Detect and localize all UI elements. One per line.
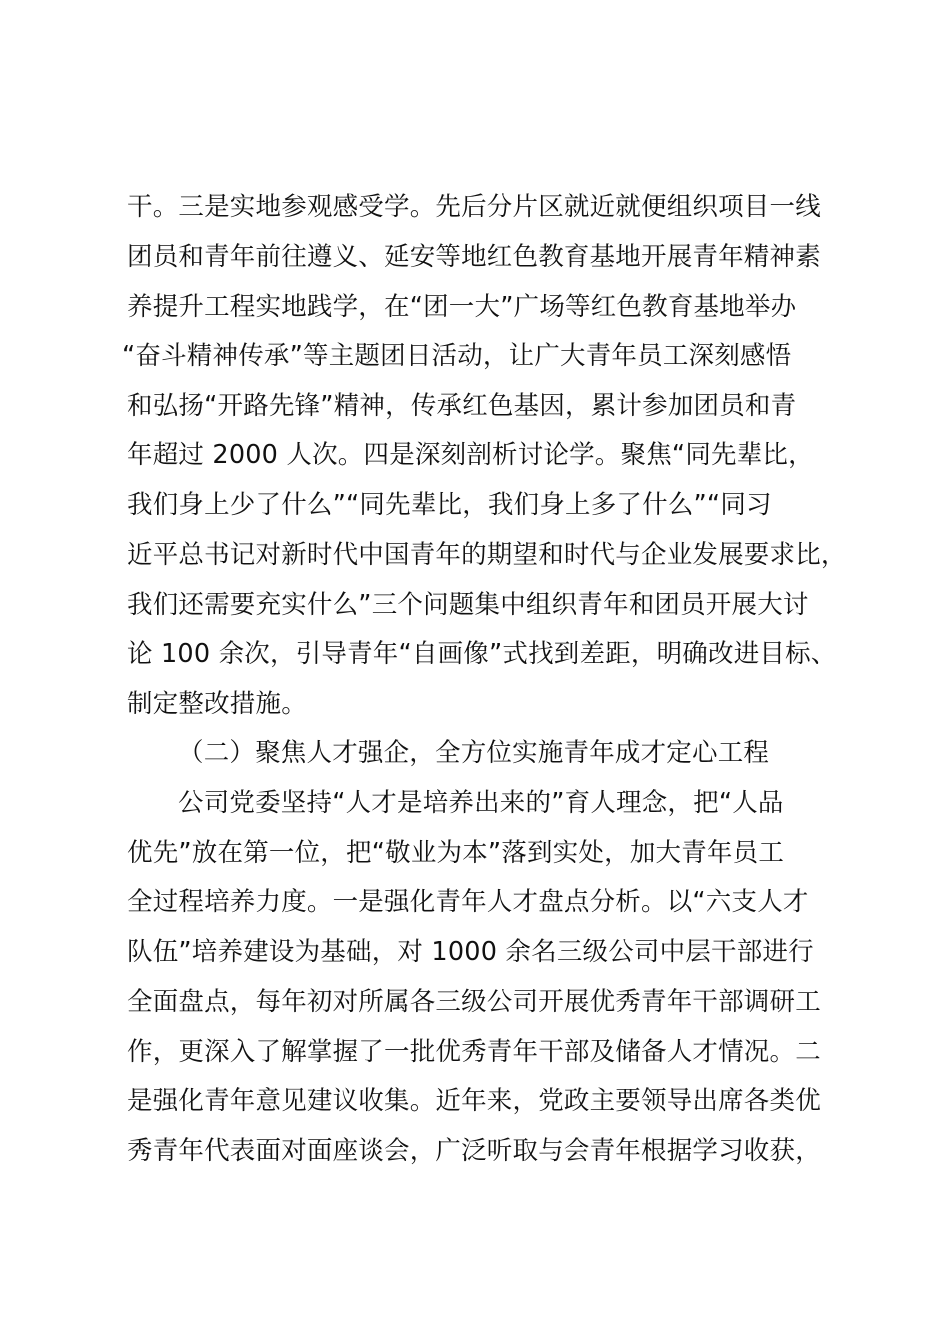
text-line: 和弘扬“开路先锋”精神，传承红色基因，累计参加团员和青 [127, 391, 797, 421]
text-line: 全过程培养力度。一是强化青年人才盘点分析。以“六支人才 [127, 887, 809, 917]
text-line: 论 100 余次，引导青年“自画像”式找到差距，明确改进目标、 [127, 639, 837, 669]
text-line: 队伍”培养建设为基础，对 1000 余名三级公司中层干部进行 [127, 937, 814, 967]
text-line: 是强化青年意见建议收集。近年来，党政主要领导出席各类优 [127, 1086, 821, 1116]
text-line: 近平总书记对新时代中国青年的期望和时代与企业发展要求比， [127, 540, 847, 570]
text-line: 养提升工程实地践学，在“团一大”广场等红色教育基地举办 [127, 292, 797, 322]
text-line: 制定整改措施。 [127, 689, 307, 719]
text-line: 优先”放在第一位，把“敬业为本”落到实处，加大青年员工 [127, 838, 785, 868]
text-line: 年超过 2000 人次。四是深刻剖析讨论学。聚焦“同先辈比， [127, 440, 814, 470]
text-line: 团员和青年前往遵义、延安等地红色教育基地开展青年精神素 [127, 242, 821, 272]
text-line: 干。三是实地参观感受学。先后分片区就近就便组织项目一线 [127, 192, 821, 222]
text-line: 公司党委坚持“人才是培养出来的”育人理念，把“人品 [178, 788, 784, 818]
text-line: 我们身上少了什么”“同先辈比，我们身上多了什么”“同习 [127, 490, 772, 520]
text-line: 全面盘点，每年初对所属各三级公司开展优秀青年干部调研工 [127, 987, 821, 1017]
text-line: 作，更深入了解掌握了一批优秀青年干部及储备人才情况。二 [127, 1037, 821, 1067]
section-heading: （二）聚焦人才强企，全方位实施青年成才定心工程 [178, 738, 770, 768]
text-line: 我们还需要充实什么”三个问题集中组织青年和团员开展大讨 [127, 590, 809, 620]
text-line: 秀青年代表面对面座谈会，广泛听取与会青年根据学习收获， [127, 1136, 821, 1166]
text-line: “奋斗精神传承”等主题团日活动，让广大青年员工深刻感悟 [122, 341, 792, 371]
